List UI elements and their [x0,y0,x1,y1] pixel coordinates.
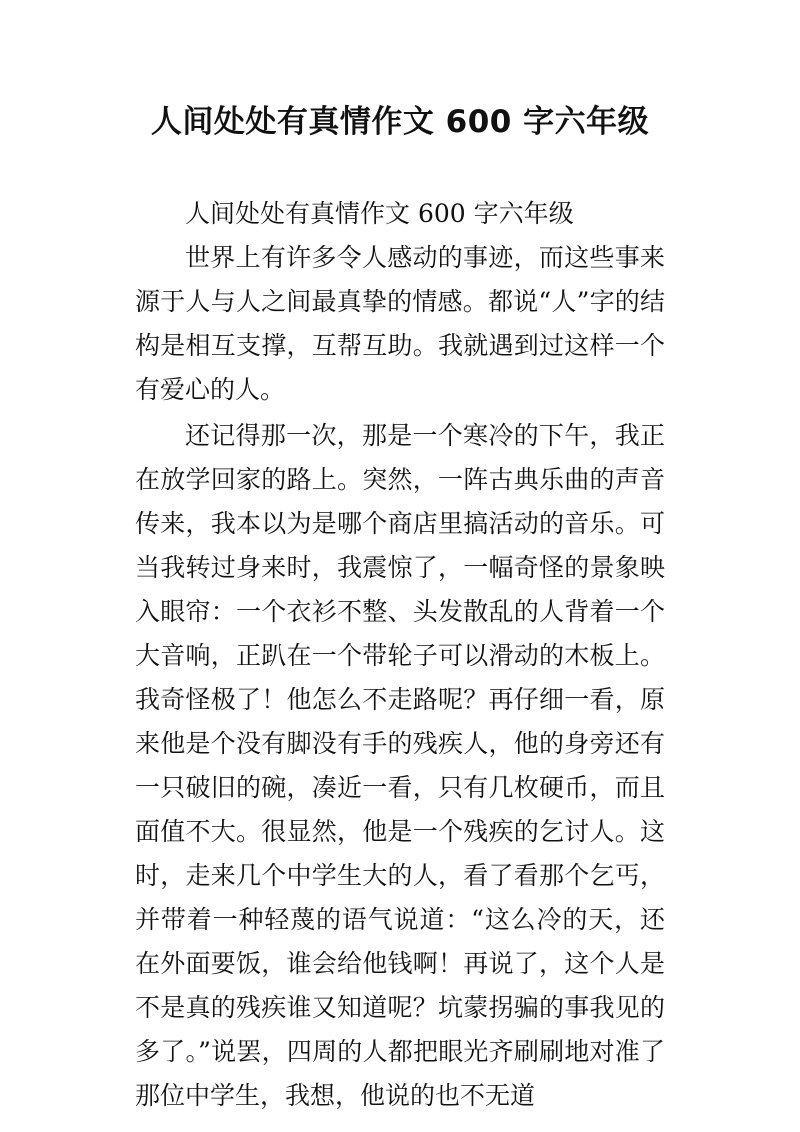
paragraph-story: 还记得那一次，那是一个寒冷的下午，我正在放学回家的路上。突然，一阵古典乐曲的声音传来，我本以为是哪个商店里搞活动的音乐。可当我转过身来时，我震惊了，一幅奇怪的景象映入眼帘：一个衣衫不整、头发散乱的人背着一个大音响，正趴在一个带轮子可以滑动的木板上。我奇怪极了！他怎么不走路呢？再仔细一看，原来他是个没有脚没有手的残疾人，他的身旁还有一只破旧的碗，凑近一看，只有几枚硬币，而且面值不大。很显然，他是一个残疾的乞讨人。这时，走来几个中学生大的人，看了看那个乞丐，并带着一种轻蔑的语气说道：“这么冷的天，还在外面要饭，谁会给他钱啊！再说了，这个人是不是真的残疾谁又知道呢？坑蒙拐骗的事我见的多了。”说罢，四周的人都把眼光齐刷刷地对准了那位中学生，我想，他说的也不无道 [135,421,665,1110]
document-title: 人间处处有真情作文 600 字六年级 [150,104,650,140]
paragraph-intro: 世界上有许多令人感动的事迹，而这些事来源于人与人之间最真挚的情感。都说“人”字的结构是相互支撑，互帮互助。我就遇到过这样一个有爱心的人。 [135,243,665,404]
paragraph-subtitle: 人间处处有真情作文 600 字六年级 [185,199,574,228]
document-body [135,192,665,1118]
